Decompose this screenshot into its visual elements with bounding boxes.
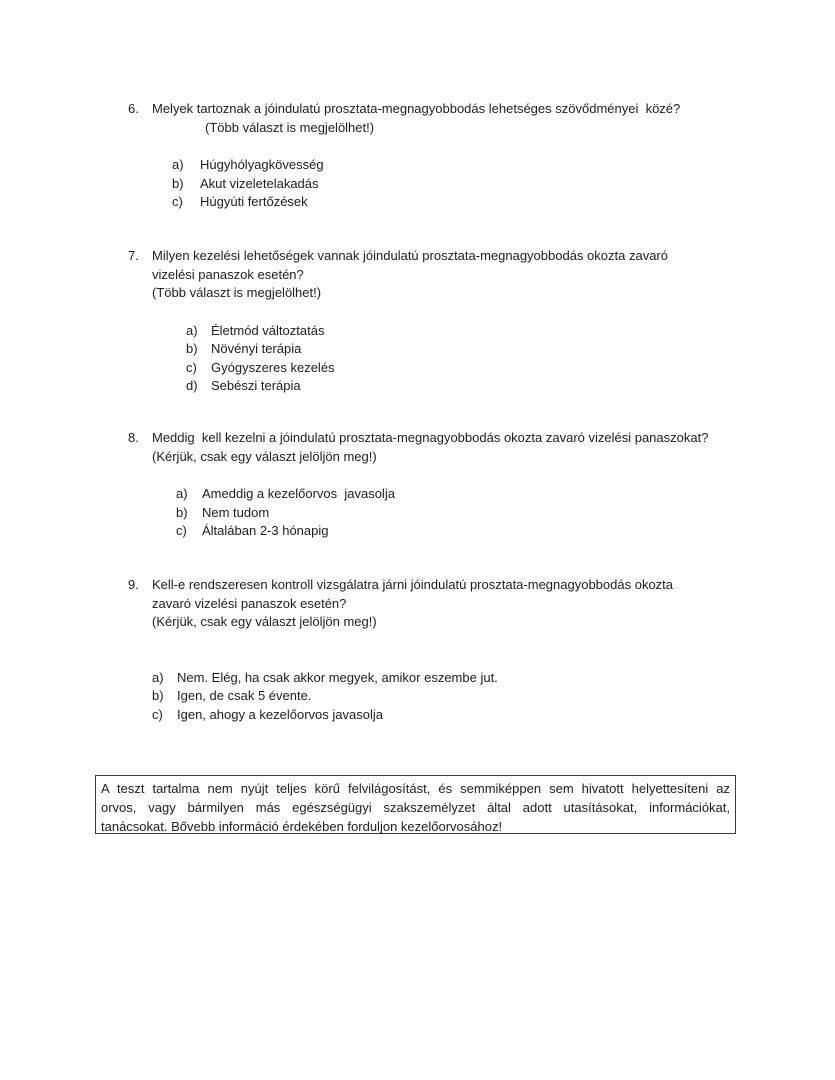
option-text: Gyógyszeres kezelés — [211, 359, 335, 375]
option-text: Nem. Elég, ha csak akkor megyek, amikor eszembe jut. — [177, 669, 498, 685]
question-9-options — [152, 669, 673, 725]
question-9-instruction: (Kérjük, csak egy választ jelöljön meg!) — [152, 614, 377, 629]
question-6-heading — [128, 100, 680, 119]
option-letter: a) — [172, 157, 184, 172]
option-letter: b) — [186, 341, 198, 357]
question-7-number: 7. — [128, 248, 139, 263]
question-6-instruction: (Több választ is megjelölhet!) — [205, 119, 375, 135]
option-text: Igen, ahogy a kezelőorvos javasolja — [177, 706, 383, 722]
question-8-number: 8. — [128, 430, 139, 445]
option-text: Igen, de csak 5 évente. — [177, 688, 312, 704]
option-7c — [186, 359, 668, 378]
question-8-instruction: (Kérjük, csak egy választ jelöljön meg!) — [152, 448, 377, 464]
option-9a — [152, 669, 673, 688]
option-8c — [176, 522, 708, 541]
option-8a — [176, 485, 708, 504]
question-6-text: Melyek tartoznak a jóindulatú prosztata-megnagyobbodás lehetséges szövődményei közé? — [152, 101, 681, 116]
option-text: Ameddig a kezelőorvos javasolja — [202, 486, 395, 501]
option-letter: b) — [172, 175, 184, 191]
option-7d — [186, 377, 668, 396]
question-9-text-line-2: zavaró vizelési panaszok esetén? — [152, 595, 347, 611]
disclaimer-line-1: A teszt tartalma nem nyújt teljes körű felvilágosítást, és semmiképpen sem hivatott helyettesíteni az — [101, 781, 730, 796]
question-7-text-line-2: vizelési panaszok esetén? — [152, 266, 304, 282]
option-letter: d) — [186, 378, 198, 394]
option-letter: c) — [176, 523, 187, 539]
question-9-number: 9. — [128, 577, 139, 592]
question-7-instruction: (Több választ is megjelölhet!) — [152, 285, 322, 300]
option-8b — [176, 504, 708, 523]
option-text: Akut vizeletelakadás — [200, 175, 319, 191]
option-letter: c) — [152, 706, 163, 722]
question-6-number: 6. — [128, 101, 139, 116]
option-7a — [186, 322, 668, 341]
option-6c — [172, 193, 680, 212]
question-8-heading — [128, 429, 708, 448]
option-text: Húgyúti fertőzések — [200, 194, 308, 210]
option-text: Húgyhólyagkövesség — [200, 157, 324, 172]
option-letter: a) — [152, 669, 164, 685]
option-9b — [152, 687, 673, 706]
option-text: Sebészi terápia — [211, 378, 301, 394]
option-text: Növényi terápia — [211, 341, 302, 357]
option-6a — [172, 156, 680, 175]
question-9 — [128, 576, 673, 724]
option-text: Életmód változtatás — [211, 322, 325, 338]
question-7-text-line-1: Milyen kezelési lehetőségek vannak jóindulatú prosztata-megnagyobbodás okozta zavaró — [152, 248, 668, 263]
question-8 — [128, 429, 708, 541]
question-8-options — [176, 485, 708, 541]
option-7b — [186, 340, 668, 359]
question-6 — [128, 100, 680, 212]
disclaimer-line-2: orvos, vagy bármilyen más egészségügyi szakszemélyzet által adott utasításokat, információkat, — [101, 800, 730, 815]
option-letter: c) — [186, 359, 197, 375]
option-letter: a) — [176, 486, 188, 501]
option-letter: c) — [172, 194, 183, 210]
disclaimer-box — [95, 775, 736, 834]
option-6b — [172, 175, 680, 194]
disclaimer-line-3: tanácsokat. Bővebb információ érdekében forduljon kezelőorvosához! — [101, 819, 503, 834]
option-letter: b) — [176, 504, 188, 520]
option-9c — [152, 706, 673, 725]
option-text: Általában 2-3 hónapig — [202, 523, 329, 539]
question-7-options — [186, 322, 668, 396]
option-text: Nem tudom — [202, 504, 270, 520]
question-9-text-line-1: Kell-e rendszeresen kontroll vizsgálatra járni jóindulatú prosztata-megnagyobbodás okozta — [152, 577, 674, 592]
option-letter: b) — [152, 688, 164, 704]
question-7-heading — [128, 247, 668, 266]
question-8-text: Meddig kell kezelni a jóindulatú prosztata-megnagyobbodás okozta zavaró vizelési panaszokat? — [152, 430, 709, 445]
question-7 — [128, 247, 668, 396]
question-6-options — [172, 156, 680, 212]
option-letter: a) — [186, 322, 198, 338]
question-9-heading — [128, 576, 673, 595]
